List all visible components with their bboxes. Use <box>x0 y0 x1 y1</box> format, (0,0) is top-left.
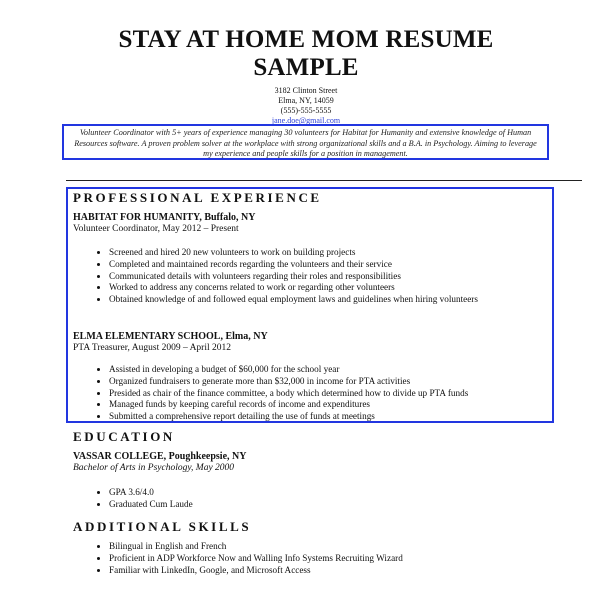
contact-address: 3182 Clinton Street <box>274 86 338 95</box>
resume-title-line-2: SAMPLE <box>253 54 359 81</box>
job-2-bullet-list <box>92 364 509 423</box>
job-2-role: PTA Treasurer, August 2009 – April 2012 <box>73 343 231 353</box>
skills-bullet-2: • Proficient in ADP Workforce Now and Walling Info Systems Recruiting Wizard <box>109 553 509 565</box>
job-2-bullet-1: • Assisted in developing a budget of $60,000 for the school year <box>109 364 509 376</box>
skills-bullet-1: • Bilingual in English and French <box>109 541 509 553</box>
skills-bullet-list <box>92 541 509 576</box>
experience-heading: PROFESSIONAL EXPERIENCE <box>73 190 322 205</box>
job-1-bullet-3: • Communicated details with volunteers regarding their roles and responsibilities <box>109 271 509 283</box>
summary-text: Volunteer Coordinator with 5+ years of experience managing 30 volunteers for Habitat for Humanity and extensive knowledge of Human Resources software. A proven problem solver at the workplace with strong organizational skills and a B.A. in Psychology. Aiming to leverage my experience and people skills for a position in management. <box>74 128 537 158</box>
education-degree: Bachelor of Arts in Psychology, May 2000 <box>73 463 235 473</box>
skills-heading: ADDITIONAL SKILLS <box>73 519 252 534</box>
resume-title-line-1: STAY AT HOME MOM RESUME <box>118 26 494 53</box>
education-school: VASSAR COLLEGE, Poughkeepsie, NY <box>73 451 247 462</box>
job-1-bullet-list <box>92 247 509 306</box>
job-2-bullet-3: • Presided as chair of the finance committee, a body which determined how to divide up PTA funds <box>109 388 509 400</box>
section-divider <box>66 180 582 181</box>
job-1-role: Volunteer Coordinator, May 2012 – Present <box>73 224 239 234</box>
education-bullet-list <box>92 487 509 511</box>
job-2-bullet-5: • Submitted a comprehensive report detailing the use of funds at meetings <box>109 411 509 423</box>
job-2-bullet-4: • Managed funds by keeping careful records of income and expenditures <box>109 399 509 411</box>
job-1-bullet-1: • Screened and hired 20 new volunteers to work on building projects <box>109 247 509 259</box>
summary-box <box>62 124 549 160</box>
job-1-bullet-5: • Obtained knowledge of and followed equal employment laws and guidelines when hiring volunteers <box>109 294 509 306</box>
job-1-organization: HABITAT FOR HUMANITY, Buffalo, NY <box>73 212 256 223</box>
education-heading: EDUCATION <box>73 429 175 444</box>
job-1-bullet-4: • Worked to address any concerns related to work or regarding other volunteers <box>109 282 509 294</box>
contact-email-link[interactable]: jane.doe@gmail.com <box>271 116 341 125</box>
education-bullet-1: • GPA 3.6/4.0 <box>109 487 509 499</box>
job-1-bullet-2: • Completed and maintained records regarding the volunteers and their service <box>109 259 509 271</box>
education-bullet-2: • Graduated Cum Laude <box>109 499 509 511</box>
contact-phone: (555)-555-5555 <box>280 106 332 115</box>
job-2-organization: ELMA ELEMENTARY SCHOOL, Elma, NY <box>73 331 268 342</box>
contact-city: Elma, NY, 14059 <box>278 96 334 105</box>
job-2-bullet-2: • Organized fundraisers to generate more than $32,000 in income for PTA activities <box>109 376 509 388</box>
skills-bullet-3: • Familiar with LinkedIn, Google, and Microsoft Access <box>109 565 509 577</box>
contact-block <box>0 86 612 126</box>
